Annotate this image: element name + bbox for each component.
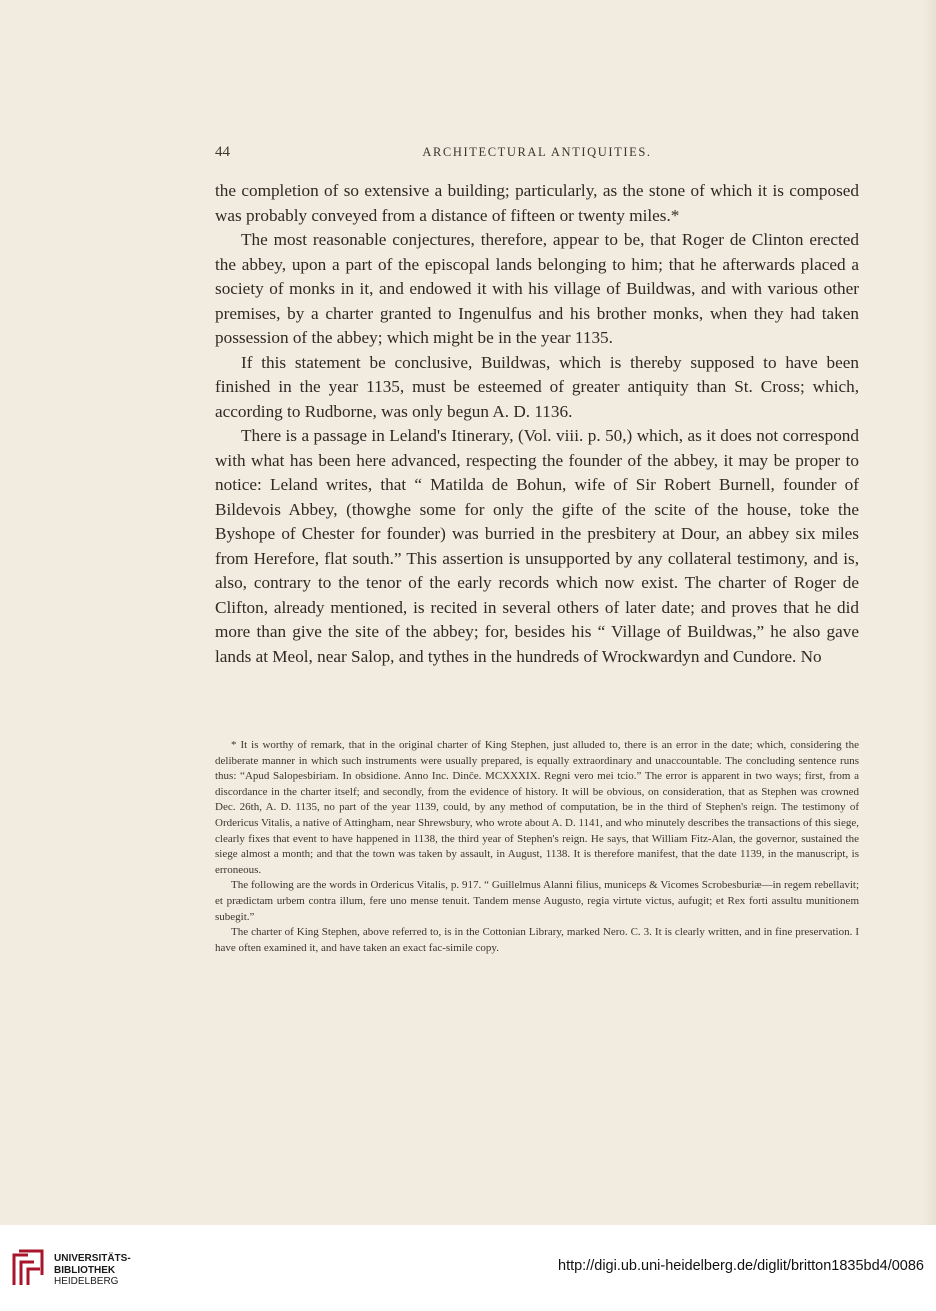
institution-line-3: HEIDELBERG [54,1276,119,1287]
footnotes [215,738,859,956]
institution-name[interactable] [54,1253,131,1288]
body-paragraph-3: If this statement be conclusive, Buildwas, which is thereby supposed to have been finished in the year 1135, must be esteemed of greater antiquity than St. Cross; which, according to Rudborne, was only begun A. D. 1136. [215,352,859,421]
body-paragraph-2: The most reasonable conjectures, therefore, appear to be, that Roger de Clinton erected the abbey, upon a part of the episcopal lands belonging to him; that he afterwards placed a society of monks in it, and endowed it with his village of Buildwas, and with various other premises, by a charter granted to Ingenulfus and his brother monks, when they had taken possession of the abbey; which might be in the year 1135. [215,230,859,347]
library-logo-icon[interactable] [10,1249,46,1287]
body-text [215,179,859,669]
page-number: 44 [215,144,230,160]
body-paragraph-4: There is a passage in Leland's Itinerary, (Vol. viii. p. 50,) which, as it does not correspond with what has been here advanced, respecting the founder of the abbey, it may be proper to notice: Leland writes, that “ Matilda de Bohun, wife of Sir Robert Burnell, founder of Bildevois Abbey, (thowghe some for only the gifte of the scite of the house, toke the Byshope of Chester for founder) was burried in the presbitery at Dour, an abbey six miles from Herefore, flat south.” This assertion is unsupported by any collateral testimony, and is, also, contrary to the tenor of the early records which now exist. The charter of Roger de Clifton, already mentioned, is recited in several others of later date; and proves that he did more than give the site of the abbey; for, besides his “ Village of Buildwas,” he also gave lands at Meol, near Salop, and tythes in the hundreds of Wrockwardyn and Cundore. No [215,426,859,666]
running-title: ARCHITECTURAL ANTIQUITIES. [422,145,652,159]
viewer-footer [0,1225,936,1311]
body-paragraph-1: the completion of so extensive a building; particularly, as the stone of which it is composed was probably conveyed from a distance of fifteen or twenty miles.* [215,181,859,225]
footnote-3: The charter of King Stephen, above referred to, is in the Cottonian Library, marked Nero. C. 3. It is clearly written, and in fine preservation. I have often examined it, and have taken an exact fac-simile copy. [215,926,859,954]
footnote-1: * It is worthy of remark, that in the original charter of King Stephen, just alluded to, there is an error in the date; which, considering the deliberate manner in which such instruments were usually prepared, is equally extraordinary and unaccountable. The concluding sentence runs thus: “Apud Salopesbiriam. In obsidione. Anno Inc. Dinc̄e. MCXXXIX. Regni vero mei tcio.” The error is apparent in two ways; first, from a discordance in the charter itself; and secondly, from the evidence of history. It will be obvious, on consideration, that as Stephen was crowned Dec. 26th, A. D. 1135, no part of the year 1139, could, by any method of computation, be in the third of Stephen's reign. The testimony of Ordericus Vitalis, a native of Attingham, near Shrewsbury, who wrote about A. D. 1141, and who minutely describes the transactions of this siege, clearly fixes that event to have happened in 1138, the third year of Stephen's reign. He says, that William Fitz-Alan, the governor, sustained the siege almost a month; and that the town was taken by assault, in August, 1138. It is therefore manifest, that the date 1139, in the manuscript, is erroneous. [215,739,859,876]
permalink-url[interactable]: http://digi.ub.uni-heidelberg.de/diglit/britton1835bd4/0086 [558,1258,924,1274]
logo-stroke-inner [28,1269,40,1285]
page-header [215,144,859,164]
footnote-2: The following are the words in Ordericus Vitalis, p. 917. “ Guillelmus Alanni filius, municeps & Vicomes Scrobesburiæ—in regem rebellavit; et prædictam urbem contra illum, fere uno mense tenuit. Tandem mense Augusto, regia virtute victus, aufugit; et Rex forti assultu munitionem subegit.” [215,879,859,923]
page-edge-shadow [922,0,936,1225]
institution-line-1: UNIVERSITÄTS- [54,1253,131,1264]
institution-line-2: BIBLIOTHEK [54,1264,116,1276]
